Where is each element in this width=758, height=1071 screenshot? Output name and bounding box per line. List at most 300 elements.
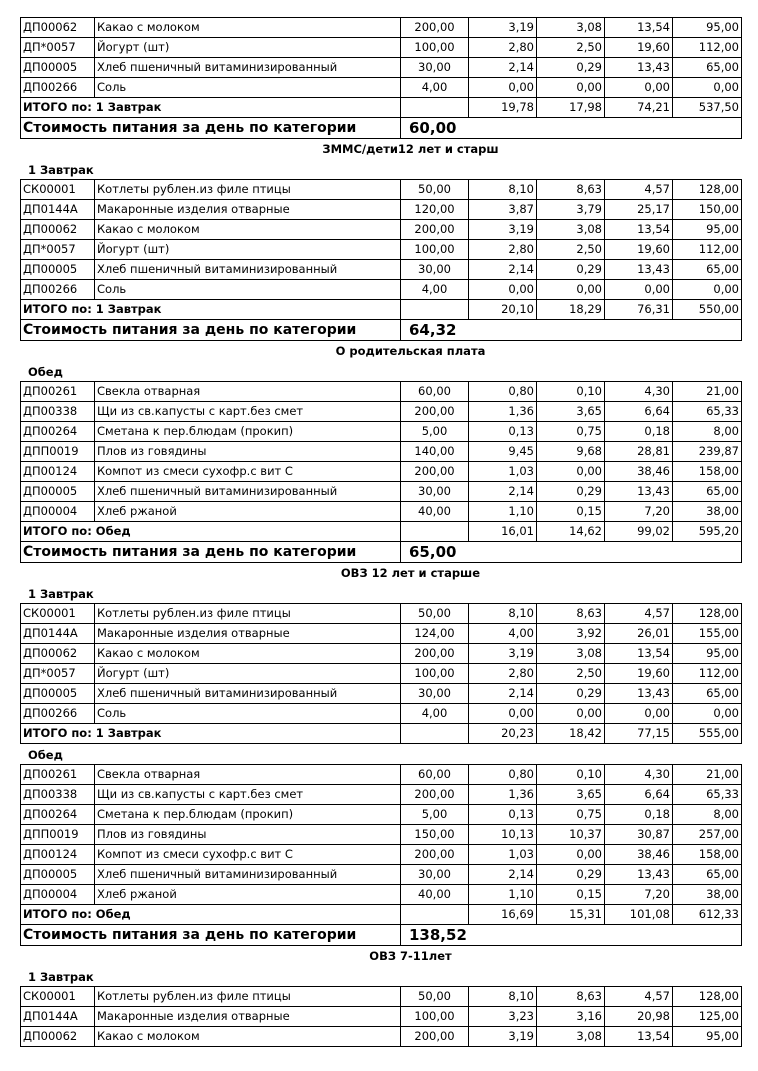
menu-table [20,603,742,744]
dish-code: ДП00264 [21,422,95,442]
proteins: 2,14 [469,58,537,78]
dish-name: Макаронные изделия отварные [95,1007,401,1027]
calories: 0,00 [673,78,742,98]
dish-code: ДП00004 [21,502,95,522]
meal-title: 1 Завтрак [28,163,94,177]
carbs: 0,18 [605,805,673,825]
dish-name: Какао с молоком [95,1027,401,1047]
dish-name: Котлеты рублен.из филе птицы [95,987,401,1007]
menu-table [20,986,742,1047]
proteins: 8,10 [469,987,537,1007]
portion-weight: 100,00 [401,1007,469,1027]
portion-weight: 200,00 [401,18,469,38]
portion-weight: 60,00 [401,765,469,785]
table-row [21,402,742,422]
dish-name: Соль [95,78,401,98]
fats: 3,08 [537,644,605,664]
total-proteins: 20,10 [469,300,537,320]
category-title: ЗММС/дети12 лет и старш [322,142,499,156]
cost-value: 138,52 [401,925,742,946]
proteins: 2,14 [469,260,537,280]
portion-weight: 200,00 [401,462,469,482]
table-row [21,1027,742,1047]
portion-weight: 140,00 [401,442,469,462]
fats: 8,63 [537,987,605,1007]
fats: 0,00 [537,280,605,300]
calories: 112,00 [673,664,742,684]
dish-code: ДП0144А [21,624,95,644]
table-row [21,885,742,905]
dish-name: Хлеб пшеничный витаминизированный [95,684,401,704]
carbs: 4,30 [605,765,673,785]
cost-row [21,925,742,946]
dish-name: Хлеб пшеничный витаминизированный [95,865,401,885]
fats: 0,00 [537,78,605,98]
fats: 2,50 [537,38,605,58]
carbs: 19,60 [605,664,673,684]
portion-weight: 100,00 [401,240,469,260]
total-carbs: 77,15 [605,724,673,744]
dish-code: СК00001 [21,604,95,624]
table-row [21,260,742,280]
portion-weight: 200,00 [401,1027,469,1047]
dish-code: ДП00264 [21,805,95,825]
carbs: 13,54 [605,18,673,38]
table-row [21,1007,742,1027]
dish-code: ДП*0057 [21,38,95,58]
dish-code: ДП00062 [21,220,95,240]
portion-weight: 200,00 [401,644,469,664]
carbs: 4,57 [605,180,673,200]
carbs: 6,64 [605,785,673,805]
dish-name: Щи из св.капусты с карт.без смет [95,785,401,805]
carbs: 26,01 [605,624,673,644]
calories: 65,00 [673,684,742,704]
calories: 128,00 [673,180,742,200]
total-row [21,300,742,320]
dish-code: ДП00005 [21,865,95,885]
cost-label: Стоимость питания за день по категории [21,320,401,341]
fats: 0,00 [537,704,605,724]
total-row [21,522,742,542]
calories: 21,00 [673,382,742,402]
calories: 239,87 [673,442,742,462]
total-fats: 15,31 [537,905,605,925]
meal-title: Обед [28,365,63,379]
table-row [21,462,742,482]
total-weight-empty [401,300,469,320]
fats: 2,50 [537,240,605,260]
calories: 128,00 [673,604,742,624]
fats: 3,08 [537,220,605,240]
dish-code: ДП00338 [21,402,95,422]
fats: 3,65 [537,402,605,422]
total-proteins: 19,78 [469,98,537,118]
total-label: ИТОГО по: Обед [21,905,401,925]
carbs: 19,60 [605,240,673,260]
portion-weight: 30,00 [401,482,469,502]
portion-weight: 200,00 [401,785,469,805]
dish-code: ДП00124 [21,462,95,482]
proteins: 0,00 [469,280,537,300]
dish-code: ДП00261 [21,765,95,785]
dish-code: ДП0144А [21,200,95,220]
table-row [21,805,742,825]
carbs: 13,43 [605,865,673,885]
portion-weight: 30,00 [401,58,469,78]
carbs: 0,18 [605,422,673,442]
carbs: 13,43 [605,58,673,78]
dish-name: Какао с молоком [95,644,401,664]
meal-title: Обед [28,748,63,762]
dish-name: Какао с молоком [95,220,401,240]
carbs: 0,00 [605,78,673,98]
dish-name: Плов из говядины [95,825,401,845]
total-weight-empty [401,98,469,118]
table-row [21,765,742,785]
dish-name: Щи из св.капусты с карт.без смет [95,402,401,422]
proteins: 0,80 [469,382,537,402]
proteins: 10,13 [469,825,537,845]
carbs: 20,98 [605,1007,673,1027]
portion-weight: 4,00 [401,78,469,98]
table-row [21,58,742,78]
fats: 0,29 [537,58,605,78]
carbs: 13,43 [605,684,673,704]
dish-name: Макаронные изделия отварные [95,624,401,644]
fats: 0,75 [537,805,605,825]
dish-code: ДП00261 [21,382,95,402]
proteins: 0,00 [469,704,537,724]
cost-row [21,542,742,563]
dish-name: Хлеб пшеничный витаминизированный [95,58,401,78]
category-title: О родительская плата [335,344,486,358]
portion-weight: 50,00 [401,987,469,1007]
portion-weight: 4,00 [401,704,469,724]
fats: 3,08 [537,1027,605,1047]
fats: 3,92 [537,624,605,644]
cost-label: Стоимость питания за день по категории [21,925,401,946]
proteins: 2,80 [469,664,537,684]
table-row [21,845,742,865]
fats: 9,68 [537,442,605,462]
proteins: 3,19 [469,644,537,664]
calories: 65,00 [673,865,742,885]
fats: 0,00 [537,845,605,865]
proteins: 1,10 [469,502,537,522]
proteins: 3,19 [469,220,537,240]
total-label: ИТОГО по: 1 Завтрак [21,300,401,320]
calories: 112,00 [673,240,742,260]
total-fats: 17,98 [537,98,605,118]
category-title: ОВЗ 7-11лет [369,949,452,963]
proteins: 8,10 [469,180,537,200]
calories: 155,00 [673,624,742,644]
calories: 112,00 [673,38,742,58]
proteins: 8,10 [469,604,537,624]
carbs: 38,46 [605,845,673,865]
proteins: 1,10 [469,885,537,905]
dish-code: ДП00005 [21,684,95,704]
calories: 38,00 [673,885,742,905]
portion-weight: 120,00 [401,200,469,220]
proteins: 2,80 [469,240,537,260]
proteins: 3,87 [469,200,537,220]
calories: 65,33 [673,402,742,422]
table-row [21,200,742,220]
table-row [21,825,742,845]
calories: 150,00 [673,200,742,220]
fats: 3,08 [537,18,605,38]
proteins: 2,14 [469,482,537,502]
cost-row [21,320,742,341]
proteins: 2,80 [469,38,537,58]
portion-weight: 5,00 [401,805,469,825]
dish-name: Йогурт (шт) [95,664,401,684]
portion-weight: 40,00 [401,502,469,522]
fats: 8,63 [537,604,605,624]
proteins: 1,36 [469,785,537,805]
portion-weight: 124,00 [401,624,469,644]
fats: 0,75 [537,422,605,442]
portion-weight: 200,00 [401,220,469,240]
proteins: 3,23 [469,1007,537,1027]
portion-weight: 50,00 [401,180,469,200]
cost-label: Стоимость питания за день по категории [21,118,401,139]
proteins: 9,45 [469,442,537,462]
dish-name: Хлеб пшеничный витаминизированный [95,260,401,280]
calories: 38,00 [673,502,742,522]
proteins: 3,19 [469,1027,537,1047]
fats: 0,15 [537,502,605,522]
proteins: 4,00 [469,624,537,644]
portion-weight: 200,00 [401,845,469,865]
carbs: 30,87 [605,825,673,845]
calories: 257,00 [673,825,742,845]
fats: 0,10 [537,765,605,785]
calories: 158,00 [673,845,742,865]
proteins: 2,14 [469,865,537,885]
table-row [21,382,742,402]
dish-code: ДП00005 [21,482,95,502]
table-row [21,442,742,462]
portion-weight: 40,00 [401,885,469,905]
carbs: 13,54 [605,1027,673,1047]
fats: 0,00 [537,462,605,482]
dish-code: ДП00005 [21,260,95,280]
calories: 95,00 [673,220,742,240]
proteins: 1,03 [469,462,537,482]
dish-name: Соль [95,704,401,724]
dish-name: Свекла отварная [95,382,401,402]
carbs: 4,30 [605,382,673,402]
cost-value: 60,00 [401,118,742,139]
total-calories: 612,33 [673,905,742,925]
total-weight-empty [401,905,469,925]
table-row [21,624,742,644]
total-proteins: 20,23 [469,724,537,744]
calories: 95,00 [673,18,742,38]
total-fats: 18,42 [537,724,605,744]
carbs: 0,00 [605,280,673,300]
dish-code: ДПП0019 [21,442,95,462]
dish-name: Компот из смеси сухофр.с вит С [95,845,401,865]
dish-name: Сметана к пер.блюдам (прокип) [95,805,401,825]
total-carbs: 101,08 [605,905,673,925]
table-row [21,38,742,58]
dish-name: Компот из смеси сухофр.с вит С [95,462,401,482]
table-row [21,240,742,260]
table-row [21,704,742,724]
total-carbs: 99,02 [605,522,673,542]
dish-code: ДП00062 [21,18,95,38]
menu-table [20,179,742,341]
calories: 125,00 [673,1007,742,1027]
cost-value: 64,32 [401,320,742,341]
dish-code: ДП*0057 [21,240,95,260]
portion-weight: 30,00 [401,260,469,280]
total-row [21,98,742,118]
fats: 0,29 [537,260,605,280]
total-weight-empty [401,724,469,744]
carbs: 13,54 [605,220,673,240]
proteins: 0,00 [469,78,537,98]
carbs: 4,57 [605,604,673,624]
dish-name: Йогурт (шт) [95,38,401,58]
fats: 0,29 [537,482,605,502]
dish-code: ДП00062 [21,1027,95,1047]
fats: 3,79 [537,200,605,220]
menu-document [20,17,741,1047]
total-row [21,724,742,744]
table-row [21,180,742,200]
total-calories: 550,00 [673,300,742,320]
table-row [21,785,742,805]
dish-name: Хлеб ржаной [95,885,401,905]
calories: 65,00 [673,482,742,502]
carbs: 13,54 [605,644,673,664]
dish-code: ДП00266 [21,704,95,724]
dish-name: Какао с молоком [95,18,401,38]
fats: 3,16 [537,1007,605,1027]
proteins: 0,13 [469,422,537,442]
table-row [21,664,742,684]
proteins: 0,13 [469,805,537,825]
dish-name: Плов из говядины [95,442,401,462]
total-proteins: 16,69 [469,905,537,925]
portion-weight: 5,00 [401,422,469,442]
portion-weight: 60,00 [401,382,469,402]
carbs: 19,60 [605,38,673,58]
cost-row [21,118,742,139]
dish-code: ДП00266 [21,78,95,98]
dish-name: Хлеб ржаной [95,502,401,522]
portion-weight: 100,00 [401,38,469,58]
calories: 95,00 [673,644,742,664]
calories: 65,00 [673,58,742,78]
category-title: ОВЗ 12 лет и старше [340,566,481,580]
total-calories: 537,50 [673,98,742,118]
portion-weight: 4,00 [401,280,469,300]
dish-code: ДП00004 [21,885,95,905]
total-label: ИТОГО по: Обед [21,522,401,542]
table-row [21,220,742,240]
dish-name: Соль [95,280,401,300]
dish-code: ДП00062 [21,644,95,664]
dish-code: СК00001 [21,987,95,1007]
carbs: 13,43 [605,482,673,502]
proteins: 2,14 [469,684,537,704]
portion-weight: 50,00 [401,604,469,624]
fats: 10,37 [537,825,605,845]
fats: 0,29 [537,684,605,704]
fats: 0,15 [537,885,605,905]
dish-name: Сметана к пер.блюдам (прокип) [95,422,401,442]
calories: 8,00 [673,422,742,442]
carbs: 38,46 [605,462,673,482]
table-row [21,78,742,98]
fats: 0,29 [537,865,605,885]
carbs: 25,17 [605,200,673,220]
menu-table [20,764,742,946]
total-carbs: 74,21 [605,98,673,118]
proteins: 1,36 [469,402,537,422]
calories: 0,00 [673,280,742,300]
carbs: 0,00 [605,704,673,724]
calories: 95,00 [673,1027,742,1047]
fats: 0,10 [537,382,605,402]
calories: 128,00 [673,987,742,1007]
dish-code: ДП0144А [21,1007,95,1027]
carbs: 6,64 [605,402,673,422]
table-row [21,865,742,885]
calories: 0,00 [673,704,742,724]
table-row [21,280,742,300]
fats: 3,65 [537,785,605,805]
calories: 8,00 [673,805,742,825]
cost-value: 65,00 [401,542,742,563]
portion-weight: 100,00 [401,664,469,684]
total-fats: 18,29 [537,300,605,320]
portion-weight: 200,00 [401,402,469,422]
dish-name: Макаронные изделия отварные [95,200,401,220]
table-row [21,644,742,664]
dish-name: Хлеб пшеничный витаминизированный [95,482,401,502]
dish-code: ДП00266 [21,280,95,300]
dish-code: СК00001 [21,180,95,200]
total-label: ИТОГО по: 1 Завтрак [21,98,401,118]
table-row [21,987,742,1007]
table-row [21,18,742,38]
dish-name: Котлеты рублен.из филе птицы [95,180,401,200]
dish-code: ДП00124 [21,845,95,865]
total-calories: 595,20 [673,522,742,542]
dish-code: ДП*0057 [21,664,95,684]
portion-weight: 30,00 [401,865,469,885]
carbs: 7,20 [605,885,673,905]
table-row [21,604,742,624]
dish-code: ДПП0019 [21,825,95,845]
menu-table [20,381,742,563]
table-row [21,482,742,502]
calories: 158,00 [673,462,742,482]
calories: 21,00 [673,765,742,785]
proteins: 1,03 [469,845,537,865]
carbs: 13,43 [605,260,673,280]
carbs: 28,81 [605,442,673,462]
meal-title: 1 Завтрак [28,587,94,601]
dish-code: ДП00005 [21,58,95,78]
